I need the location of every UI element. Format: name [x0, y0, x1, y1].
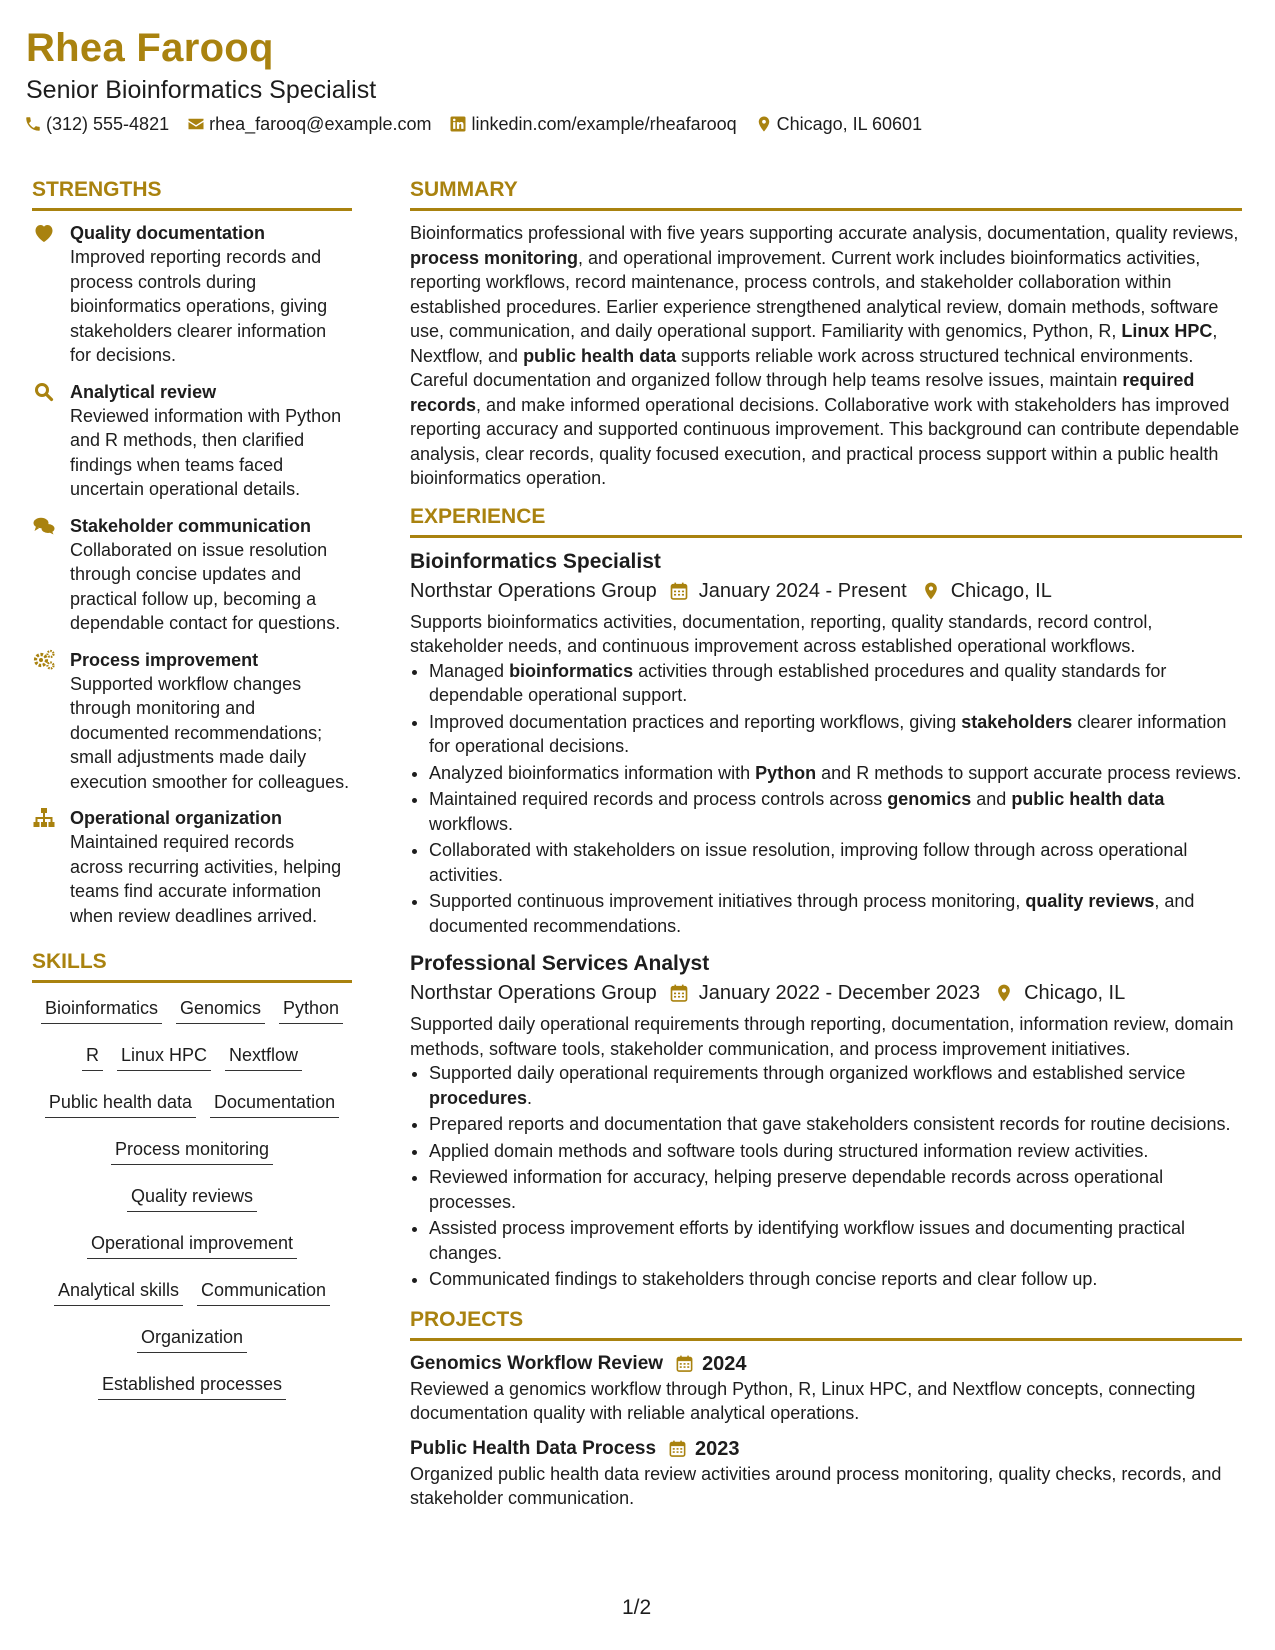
- candidate-name: Rhea Farooq: [26, 26, 274, 70]
- job-bullet: • Applied domain methods and software tools during structured information review activities.: [429, 1139, 1242, 1164]
- strength-item: [32, 221, 352, 368]
- job-bullet: • Prepared reports and documentation that gave stakeholders consistent records for routine decisions.: [429, 1112, 1242, 1137]
- strength-item: [32, 514, 352, 636]
- skill-tag: Linux HPC: [117, 1044, 211, 1071]
- skill-tag: Established processes: [98, 1373, 286, 1400]
- job-entry: [410, 548, 1242, 939]
- location-text: Chicago, IL 60601: [776, 114, 923, 134]
- job-location: Chicago, IL: [1024, 982, 1126, 1004]
- phone-icon: [24, 115, 42, 133]
- right-column: [410, 176, 1242, 1511]
- contact-email[interactable]: [187, 112, 431, 136]
- envelope-icon: [187, 115, 205, 133]
- job-bullet: • Collaborated with stakeholders on issue resolution, improving follow through across operational activities.: [429, 838, 1242, 887]
- contact-phone[interactable]: [24, 112, 169, 136]
- strength-title: Process improvement: [70, 649, 259, 670]
- project-title: Public Health Data Process: [410, 1437, 657, 1459]
- strength-item: [32, 806, 352, 928]
- project-title: Genomics Workflow Review: [410, 1352, 664, 1374]
- skills-heading: SKILLS: [32, 948, 352, 983]
- job-bullet: • Supported daily operational requirements through organized workflows and established service procedures.: [429, 1061, 1242, 1110]
- skill-tag: Quality reviews: [127, 1185, 257, 1212]
- skill-tag: Organization: [137, 1326, 247, 1353]
- job-bullets: [410, 659, 1242, 939]
- experience-heading: EXPERIENCE: [410, 503, 1242, 538]
- strength-desc: Maintained required records across recurring activities, helping teams find accurate information when review deadlines arrived.: [70, 832, 342, 926]
- job-bullets: [410, 1061, 1242, 1292]
- project-description: Organized public health data review activities around process monitoring, quality checks, records, and stakeholder communication.: [410, 1463, 1222, 1508]
- project-entry: [410, 1351, 1242, 1426]
- candidate-title: Senior Bioinformatics Specialist: [26, 76, 377, 104]
- job-description: Supported daily operational requirements through reporting, documentation, information review, domain methods, software tools, stakeholder communication, and process improvement initiatives.: [410, 1014, 1234, 1059]
- calendar-icon: [669, 581, 689, 601]
- strengths-heading: STRENGTHS: [32, 176, 352, 211]
- skill-tag: Nextflow: [225, 1044, 302, 1071]
- page-indicator: 1/2: [622, 1596, 652, 1619]
- strength-desc: Improved reporting records and process controls during bioinformatics operations, giving stakeholders clearer information for decisions.: [70, 247, 328, 365]
- skills-list: [32, 993, 352, 1416]
- summary-heading: SUMMARY: [410, 176, 1242, 211]
- project-year: 2023: [695, 1437, 740, 1460]
- job-bullet: • Reviewed information for accuracy, helping preserve dependable records across operational processes.: [429, 1165, 1242, 1214]
- project-year: 2024: [702, 1352, 747, 1375]
- linkedin-text: linkedin.com/example/rheafarooq: [471, 114, 737, 134]
- job-title: Professional Services Analyst: [410, 952, 710, 975]
- skill-tag: Bioinformatics: [41, 997, 162, 1024]
- job-location: Chicago, IL: [950, 579, 1052, 602]
- job-bullet: • Supported continuous improvement initiatives through process monitoring, quality reviews, and documented recommendations.: [429, 889, 1242, 938]
- strength-desc: Supported workflow changes through monitoring and documented recommendations; small adjustments made daily execution smoother for colleagues.: [70, 673, 350, 792]
- job-company: Northstar Operations Group: [410, 579, 657, 602]
- contact-bar: [24, 112, 940, 136]
- gears-icon: [32, 648, 56, 672]
- skill-tag: Genomics: [176, 997, 265, 1024]
- job-bullet: • Assisted process improvement efforts by identifying workflow issues and documenting practical changes.: [429, 1216, 1242, 1265]
- skill-tag: Public health data: [45, 1091, 196, 1118]
- calendar-icon: [675, 1354, 694, 1373]
- skill-tag: Documentation: [210, 1091, 339, 1118]
- strength-desc: Reviewed information with Python and R methods, then clarified findings when teams faced uncertain operational details.: [70, 405, 342, 499]
- contact-location: [755, 112, 922, 136]
- job-bullet: • Improved documentation practices and reporting workflows, giving stakeholders clearer information for operational decisions.: [429, 710, 1242, 759]
- project-header: [410, 1351, 1242, 1377]
- skill-tag: R: [82, 1044, 103, 1071]
- strength-item: [32, 380, 352, 502]
- projects-heading: PROJECTS: [410, 1306, 1242, 1341]
- strength-desc: Collaborated on issue resolution through concise updates and practical follow up, becoming a dependable contact for questions.: [70, 539, 341, 633]
- job-description: Supports bioinformatics activities, documentation, reporting, quality standards, record control, stakeholder needs, and continuous improvement across established operational workflows.: [410, 611, 1153, 656]
- job-bullet: • Analyzed bioinformatics information with Python and R methods to support accurate process reviews.: [429, 761, 1242, 786]
- job-bullet: • Maintained required records and process controls across genomics and public health data workflows.: [429, 787, 1242, 836]
- calendar-icon: [668, 1439, 687, 1458]
- chat-icon: [32, 514, 56, 538]
- skill-tag: Operational improvement: [87, 1232, 297, 1259]
- skill-tag: Python: [279, 997, 343, 1024]
- search-icon: [32, 380, 56, 404]
- job-company: Northstar Operations Group: [410, 982, 657, 1004]
- job-title: Bioinformatics Specialist: [410, 549, 661, 573]
- phone-text: (312) 555-4821: [46, 114, 170, 134]
- skill-tag: Communication: [197, 1279, 330, 1306]
- job-entry: [410, 950, 1242, 1292]
- heart-icon: [32, 221, 56, 245]
- calendar-icon: [669, 983, 689, 1003]
- map-pin-icon: [994, 983, 1014, 1003]
- project-header: [410, 1436, 1242, 1462]
- summary-text: Bioinformatics professional with five years supporting accurate analysis, documentation, quality reviews, process monitoring, and operational improvement. Current work includes bioinformatics activities, reporting workflows, record maintenance, process controls, and stakeholder collaboration within established procedures. Earlier experience strengthened analytical review, domain methods, software use, communication, and daily operational support. Familiarity with genomics, Python, R, Linux HPC, Nextflow, and public health data supports reliable work across structured technical environments. Careful documentation and organized follow through help teams resolve issues, maintain required records, and make informed operational decisions. Collaborative work with stakeholders has improved reporting accuracy and supported continuous improvement. This background can contribute dependable analysis, clear records, quality focused execution, and practical process support within a public health bioinformatics operation.: [410, 223, 1240, 488]
- strength-item: [32, 648, 352, 795]
- strength-title: Operational organization: [70, 808, 283, 828]
- strength-title: Stakeholder communication: [70, 515, 312, 536]
- skill-tag: Process monitoring: [111, 1138, 273, 1165]
- job-dates: January 2022 - December 2023: [698, 982, 981, 1004]
- job-bullet: • Communicated findings to stakeholders through concise reports and clear follow up.: [429, 1267, 1242, 1292]
- email-text: rhea_farooq@example.com: [209, 114, 432, 134]
- job-meta: [410, 576, 1242, 606]
- project-entry: [410, 1436, 1242, 1511]
- strength-title: Quality documentation: [70, 223, 266, 243]
- map-pin-icon: [755, 115, 773, 133]
- org-chart-icon: [32, 806, 56, 830]
- contact-linkedin[interactable]: [449, 112, 736, 136]
- project-description: Reviewed a genomics workflow through Python, R, Linux HPC, and Nextflow concepts, connecting documentation quality with reliable analytical operations.: [410, 1378, 1196, 1423]
- map-pin-icon: [921, 581, 941, 601]
- skill-tag: Analytical skills: [54, 1279, 183, 1306]
- strength-title: Analytical review: [70, 381, 217, 402]
- left-column: [32, 176, 352, 1416]
- job-bullet: • Managed bioinformatics activities through established procedures and quality standards for dependable operational support.: [429, 659, 1242, 708]
- job-dates: January 2024 - Present: [698, 579, 907, 602]
- linkedin-icon: [449, 115, 467, 133]
- job-meta: [410, 978, 1242, 1008]
